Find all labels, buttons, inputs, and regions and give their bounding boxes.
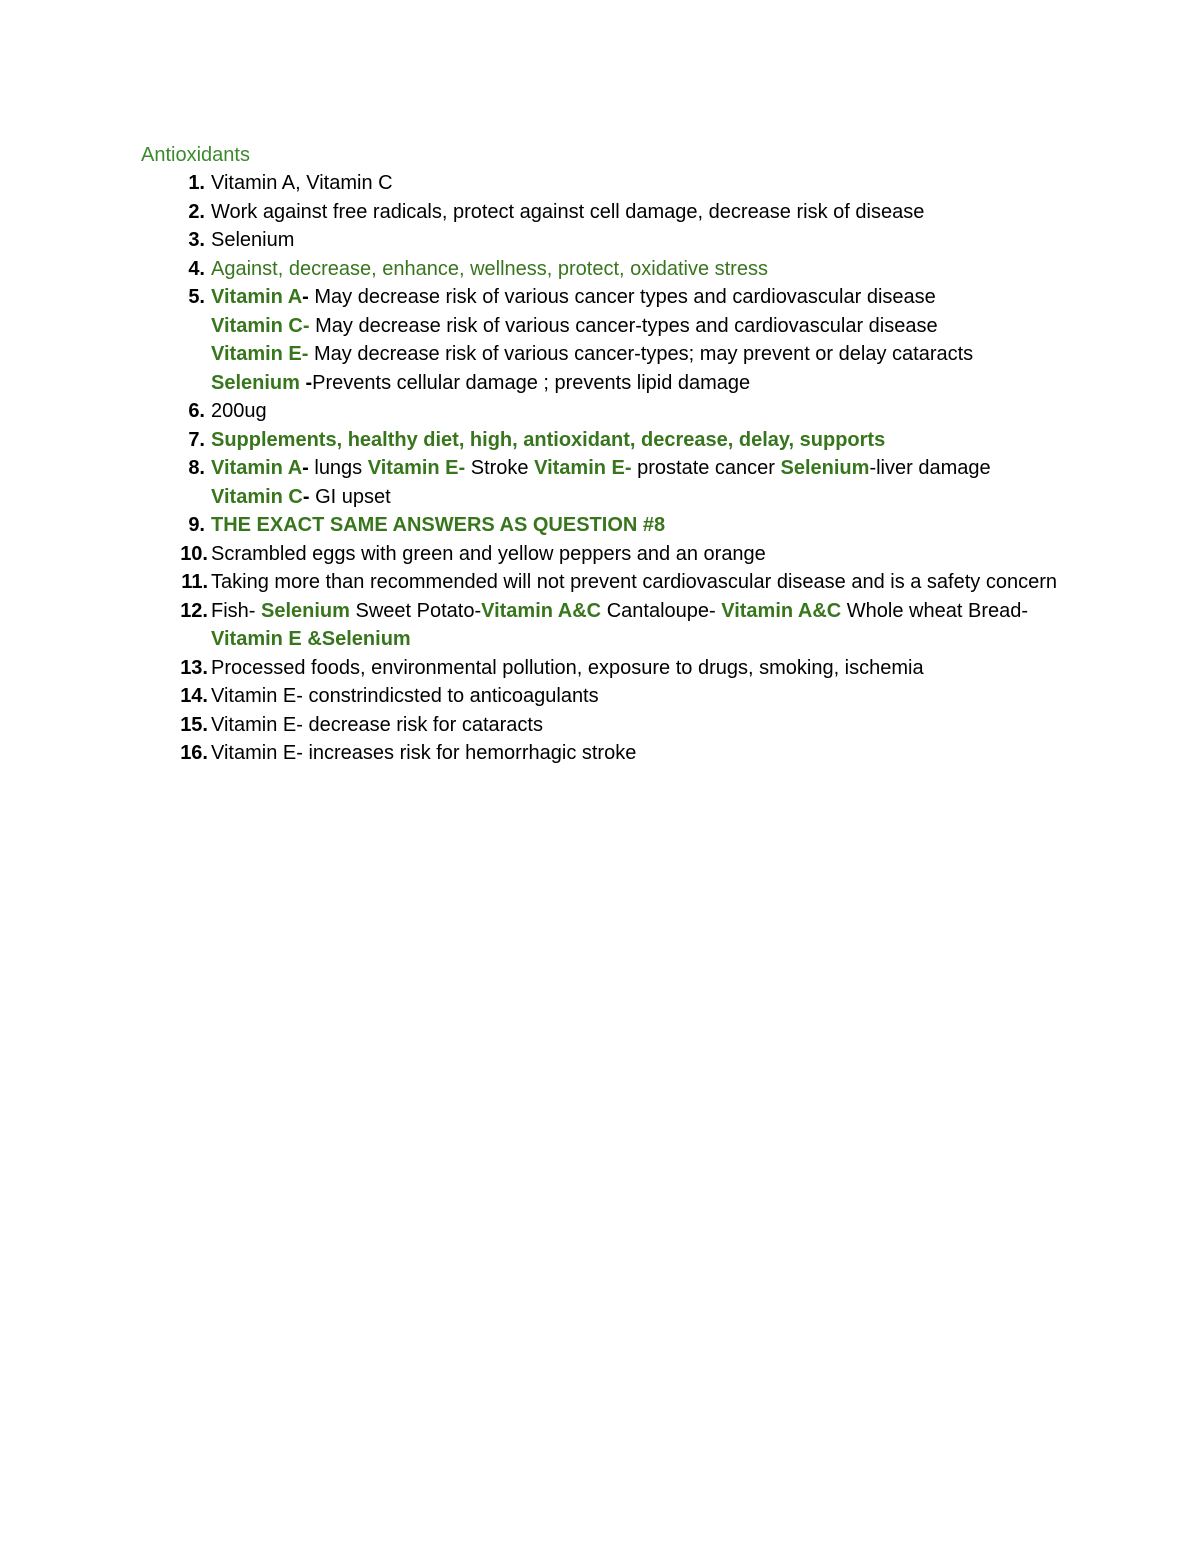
answer-item-11 (0, 568, 1071, 597)
label-dash: - (302, 485, 310, 508)
food-name: Fish- (211, 599, 261, 622)
vitamin-label: Vitamin A (211, 457, 303, 479)
item-row (211, 340, 1071, 369)
row-text: Prevents cellular damage ; prevents lipid damage (312, 371, 751, 394)
item-number: 9. (188, 514, 205, 536)
item-number: 2. (188, 200, 205, 223)
item-number: 15. (180, 713, 208, 736)
food-name: Sweet Potato- (349, 599, 482, 622)
mineral-label: Selenium (780, 457, 870, 479)
item-number: 14. (180, 685, 208, 707)
answer-item-5 (0, 283, 1071, 397)
answer-item-10 (0, 540, 1071, 569)
answer-item-6 (0, 397, 1071, 426)
item-number: 11. (181, 571, 208, 593)
nutrient-label: Selenium (261, 599, 350, 622)
item-number: 8. (188, 457, 205, 479)
item-number: 16. (180, 742, 208, 764)
item-row (211, 312, 1071, 341)
answer-item-2 (0, 198, 1071, 227)
row-text: prostate cancer (631, 457, 781, 479)
item-row (211, 483, 1071, 512)
answer-item-8 (0, 454, 1071, 511)
answer-item-13 (0, 654, 1071, 683)
document-title: Antioxidants (141, 144, 250, 166)
item-text-highlighted: THE EXACT SAME ANSWERS AS QUESTION #8 (211, 514, 666, 536)
item-text: Vitamin E- decrease risk for cataracts (211, 713, 543, 736)
item-number: 4. (188, 257, 205, 280)
vitamin-label: Vitamin E- (367, 457, 466, 479)
nutrient-label: Vitamin E &Selenium (211, 628, 411, 650)
row-text: lungs (308, 457, 368, 479)
answer-item-4 (0, 255, 1071, 284)
item-number: 6. (188, 400, 205, 422)
item-text: Selenium (211, 229, 295, 251)
nutrient-label: Vitamin A&C (481, 599, 602, 622)
row-text: GI upset (309, 485, 391, 508)
answer-item-1 (0, 169, 1071, 198)
item-number: 13. (180, 656, 208, 679)
food-name: Whole wheat Bread- (841, 599, 1029, 622)
item-row (211, 369, 1071, 398)
item-text: Processed foods, environmental pollution, exposure to drugs, smoking, ischemia (211, 656, 924, 679)
nutrient-label: Vitamin A&C (721, 599, 842, 622)
item-text: Taking more than recommended will not prevent cardiovascular disease and is a safety concern (211, 571, 1057, 593)
answer-item-3 (0, 226, 1071, 255)
item-text-highlighted: Supplements, healthy diet, high, antioxidant, decrease, delay, supports (211, 428, 886, 451)
item-text-highlighted: Against, decrease, enhance, wellness, protect, oxidative stress (211, 257, 768, 280)
row-text: May decrease risk of various cancer types and cardiovascular disease (308, 286, 936, 308)
row-text: -liver damage (869, 457, 991, 479)
item-number: 12. (180, 599, 208, 622)
vitamin-label: Vitamin C- (211, 314, 310, 337)
item-text: Vitamin A, Vitamin C (211, 172, 393, 194)
answer-item-12 (0, 597, 1071, 654)
food-name: Cantaloupe- (601, 599, 722, 622)
answer-item-9 (0, 511, 1071, 540)
answer-item-14 (0, 682, 1071, 711)
answer-item-15 (0, 711, 1071, 740)
vitamin-label: Vitamin A (211, 286, 303, 308)
item-text (211, 597, 1071, 654)
item-text: Vitamin E- constrindicsted to anticoagulants (211, 685, 599, 707)
row-text: May decrease risk of various cancer-types and cardiovascular disease (309, 314, 938, 337)
vitamin-label: Vitamin E- (211, 343, 309, 365)
vitamin-label: Vitamin C (211, 485, 303, 508)
item-text: Scrambled eggs with green and yellow peppers and an orange (211, 542, 766, 565)
label-dash: - (302, 457, 309, 479)
answer-list (0, 169, 1200, 768)
item-number: 1. (188, 172, 205, 194)
vitamin-label: Vitamin E- (534, 457, 632, 479)
item-text: Work against free radicals, protect against cell damage, decrease risk of disease (211, 200, 925, 223)
row-text: May decrease risk of various cancer-types; may prevent or delay cataracts (308, 343, 974, 365)
label-dash: - (299, 371, 313, 394)
item-number: 10. (180, 542, 208, 565)
item-number: 5. (188, 286, 205, 308)
row-text: Stroke (465, 457, 535, 479)
mineral-label: Selenium (211, 371, 300, 394)
item-number: 3. (188, 229, 205, 251)
answer-item-7 (0, 426, 1071, 455)
item-row (211, 454, 1071, 483)
item-text: 200ug (211, 400, 267, 422)
answer-item-16 (0, 739, 1071, 768)
item-row (211, 283, 1071, 312)
item-text: Vitamin E- increases risk for hemorrhagic stroke (211, 742, 637, 764)
label-dash: - (302, 286, 309, 308)
item-number: 7. (188, 428, 205, 451)
